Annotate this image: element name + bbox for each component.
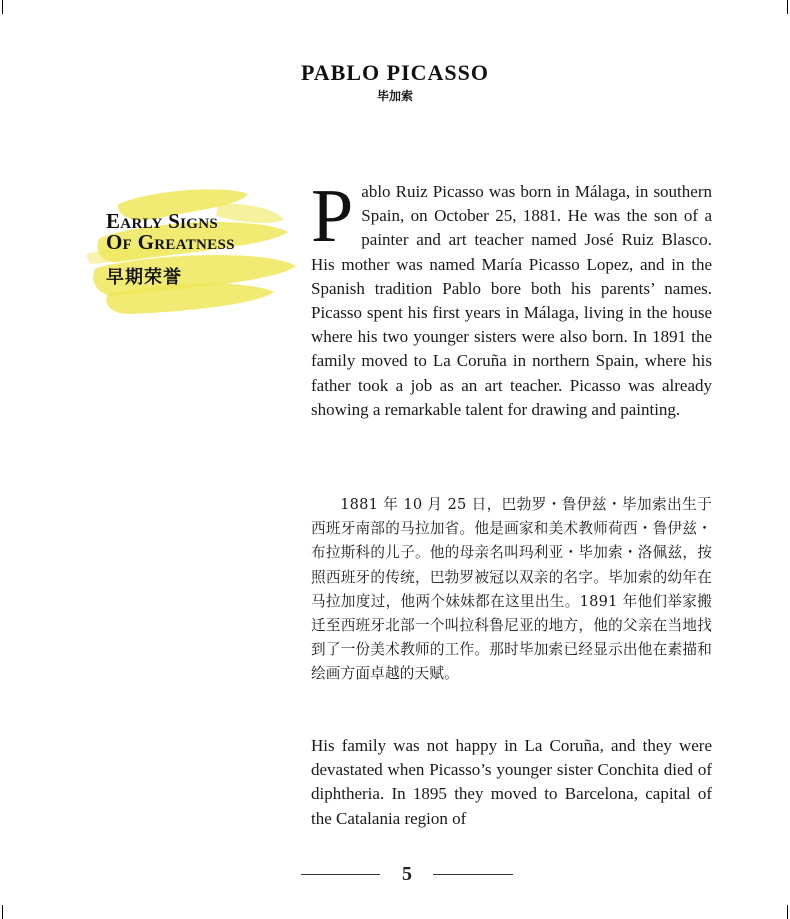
drop-cap: P (311, 174, 354, 258)
section-heading-line-1: Early Signs (106, 209, 219, 233)
page-footer (0, 862, 790, 886)
section-heading-chinese: 早期荣誉 (106, 267, 182, 288)
book-title-chinese: 毕加索 (376, 89, 413, 103)
page-number: 5 (402, 863, 412, 885)
crop-mark-bottom-right (787, 905, 788, 919)
footer-rule-left (301, 874, 380, 875)
crop-mark-top-right (787, 0, 788, 14)
section-heading (106, 211, 235, 253)
section-heading-line-2: Of Greatness (106, 230, 235, 254)
crop-mark-bottom-left (2, 905, 3, 919)
paragraph-english-1 (311, 174, 712, 422)
paragraph-1-text: ablo Ruiz Picasso was born in Málaga, in southern Spain, on October 25, 1881. He was the son of a painter and art teacher named José Ruiz Blasco. His mother was named María Picasso Lopez, and in the Spanish tradition Pablo bore both his parents’ names. Picasso spent his first years in Málaga, living in the house where his two younger sisters were also born. In 1891 the family moved to La Coruña in northern Spain, where his father took a job as an art teacher. Picasso was already showing a remarkable talent for drawing and painting. (311, 182, 712, 419)
paragraph-chinese: 1881 年 10 月 25 日，巴勃罗・鲁伊兹・毕加索出生于西班牙南部的马拉加省。他是画家和美术教师荷西・鲁伊兹・布拉斯科的儿子。他的母亲名叫玛利亚・毕加索・洛佩兹，按照西班牙的传统，巴勃罗被冠以双亲的名字。毕加索的幼年在马拉加度过，他两个妹妹都在这里出生。1891 年他们举家搬迁至西班牙北部一个叫拉科鲁尼亚的地方，他的父亲在当地找到了一份美术教师的工作。那时毕加索已经显示出他在素描和绘画方面卓越的天赋。 (311, 496, 712, 683)
footer-rule-right (433, 874, 513, 875)
book-title: PABLO PICASSO (300, 60, 489, 85)
crop-mark-top-left (2, 0, 3, 14)
running-header (0, 60, 790, 104)
paragraph-english-2: His family was not happy in La Coruña, and they were devastated when Picasso’s younger sister Conchita died of diphtheria. In 1895 they moved to Barcelona, capital of the Catalania region of (311, 736, 712, 828)
